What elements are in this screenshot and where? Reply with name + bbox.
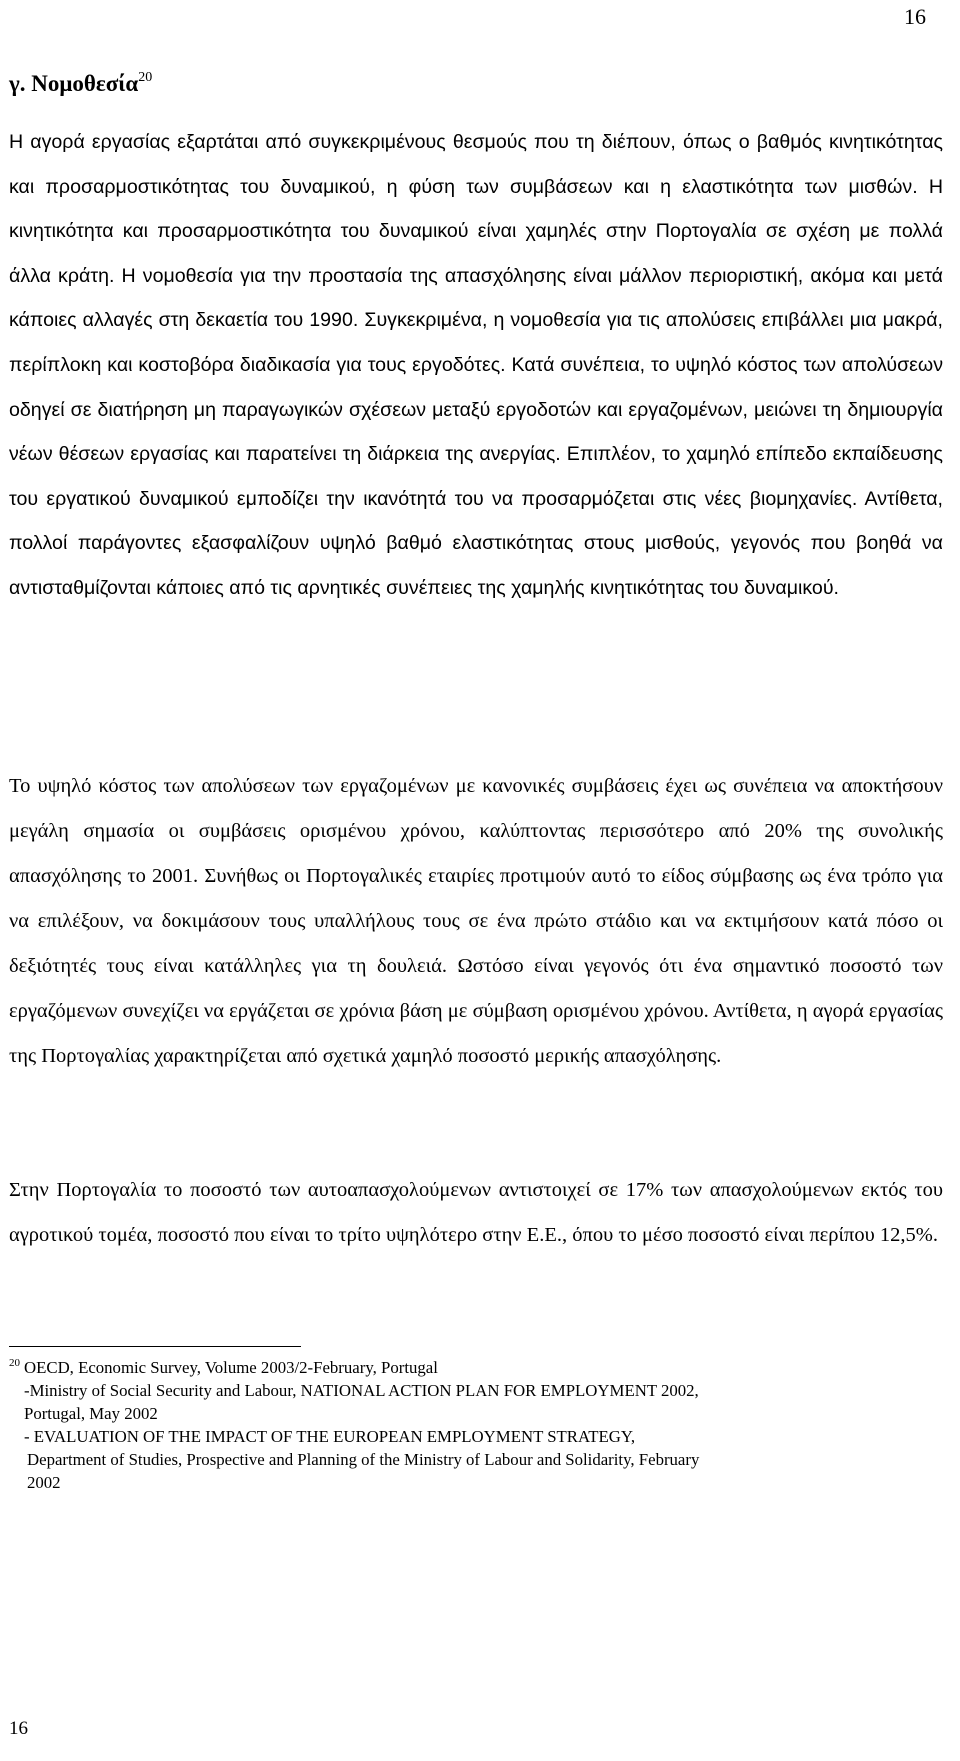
paragraph-2: Το υψηλό κόστος των απολύσεων των εργαζομένων με κανονικές συμβάσεις έχει ως συνέπεια να αποκτήσουν μεγάλη σημασία οι συμβάσεις ορισμένου χρόνου, καλύπτοντας περισσότερο από 20% της συνολικής απασχόλησης το 2001. Συνήθως οι Πορτογαλικές εταιρίες προτιμούν αυτό το είδος σύμβασης ως ένα τρόπο για να επιλέξουν, να δοκιμάσουν τους υπαλλήλους τους σε ένα πρώτο στάδιο και να εκτιμήσουν κατά πόσο οι δεξιότητές τους είναι κατάλληλες για τη δουλειά. Ωστόσο είναι γεγονός ότι ένα σημαντικό ποσοστό των εργαζόμενων συνεχίζει να εργάζεται σε χρόνια βάση με σύμβαση ορισμένου χρόνου. Αντίθετα, η αγορά εργασίας της Πορτογαλίας χαρακτηρίζεται από σχετικά χαμηλό ποσοστό μερικής απασχόλησης. <box>9 775 943 1067</box>
heading-text: γ. Νομοθεσία <box>9 71 139 96</box>
footnotes <box>9 1352 943 1494</box>
footnote-line <box>9 1352 943 1379</box>
footnote-line: -Ministry of Social Security and Labour, NATIONAL ACTION PLAN FOR EMPLOYMENT 2002, <box>24 1381 699 1400</box>
footnote-line: - EVALUATION OF THE IMPACT OF THE EUROPEAN EMPLOYMENT STRATEGY, <box>24 1427 636 1446</box>
footnote-marker: 20 <box>9 1357 20 1369</box>
page-number-bottom: 16 <box>9 1718 28 1739</box>
footnote-separator <box>9 1346 301 1347</box>
heading-footnote-ref: 20 <box>138 70 153 85</box>
footnote-text: OECD, Economic Survey, Volume 2003/2-February, Portugal <box>24 1358 438 1377</box>
section-heading <box>9 70 152 97</box>
paragraph-1: Η αγορά εργασίας εξαρτάται από συγκεκριμένους θεσμούς που τη διέπουν, όπως ο βαθμός κινητικότητας και προσαρμοστικότητας του δυναμικού, η φύση των συμβάσεων και η ελαστικότητα των μισθών. Η κινητικότητα και προσαρμοστικότητα του δυναμικού είναι χαμηλές στην Πορτογαλία σε σχέση με πολλά άλλα κράτη. Η νομοθεσία για την προστασία της απασχόλησης είναι μάλλον περιοριστική, ακόμα και μετά κάποιες αλλαγές στη δεκαετία του 1990. Συγκεκριμένα, η νομοθεσία για τις απολύσεις επιβάλλει μια μακρά, περίπλοκη και κοστοβόρα διαδικασία για τους εργοδότες. Κατά συνέπεια, το υψηλό κόστος των απολύσεων οδηγεί σε διατήρηση μη παραγωγικών σχέσεων μεταξύ εργοδοτών και εργαζομένων, μειώνει τη δημιουργία νέων θέσεων εργασίας και παρατείνει τη διάρκεια της ανεργίας. Επιπλέον, το χαμηλό επίπεδο εκπαίδευσης του εργατικού δυναμικού εμποδίζει την ικανότητά του να προσαρμόζεται στις νέες βιομηχανίες. Αντίθετα, πολλοί παράγοντες εξασφαλίζουν υψηλό βαθμό ελαστικότητας στους μισθούς, γεγονός που βοηθά να αντισταθμίζονται κάποιες από τις αρνητικές συνέπειες της χαμηλής κινητικότητας του δυναμικού. <box>9 131 943 599</box>
paragraph-3: Στην Πορτογαλία το ποσοστό των αυτοαπασχολούμενων αντιστοιχεί σε 17% των απασχολούμενων εκτός του αγροτικού τομέα, ποσοστό που είναι το τρίτο υψηλότερο στην Ε.Ε., όπου το μέσο ποσοστό είναι περίπου 12,5%. <box>9 1179 943 1246</box>
footnote-line: Department of Studies, Prospective and Planning of the Ministry of Labour and Solidarity, February <box>27 1450 700 1469</box>
footnote-line: 2002 <box>27 1473 61 1492</box>
footnote-line: Portugal, May 2002 <box>24 1404 158 1423</box>
page-number-top: 16 <box>904 4 926 29</box>
